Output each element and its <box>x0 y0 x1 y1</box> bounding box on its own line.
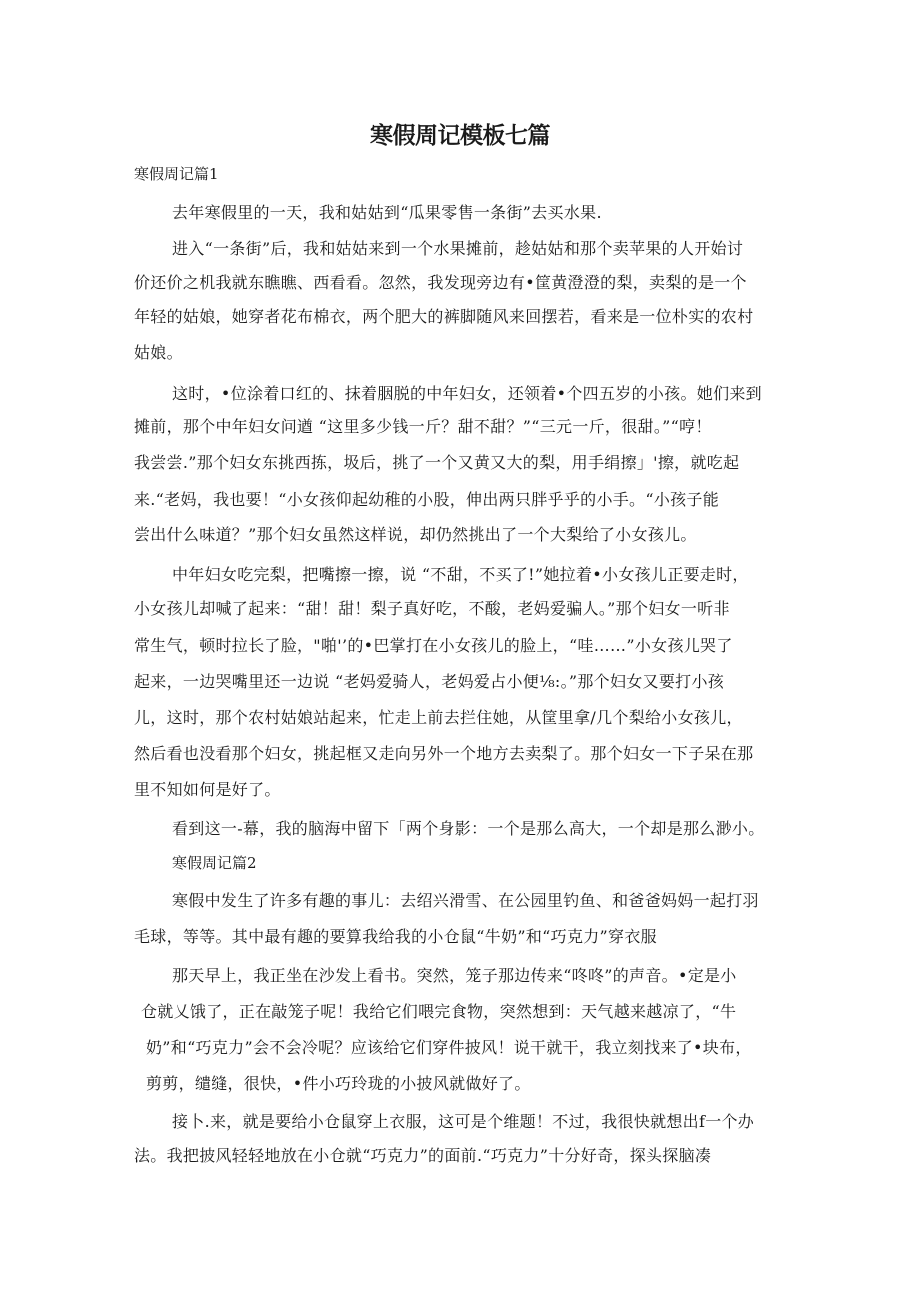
paragraph-line: 然后看也没看那个妇女，挑起框又走向另外一个地方去卖梨了。那个妇女一下子呆在那 <box>134 744 754 763</box>
paragraph-line: 里不知如何是好了。 <box>134 780 281 799</box>
paragraph-line: 来.“老妈，我也要！“小女孩仰起幼稚的小股，伸出两只胖乎乎的小手。“小孩子能 <box>134 490 720 509</box>
paragraph-line: 中年妇女吃完梨，把嘴擦一擦，说 “不甜，不买了!”她拉着•小女孩儿正要走时， <box>172 565 749 584</box>
section-heading-1: 寒假周记篇1 <box>134 165 219 183</box>
paragraph-line: 尝出什么味道？”那个妇女虽然这样说，却仍然挑出了一个大梨给了小女孩儿。 <box>134 525 697 544</box>
paragraph-line: 常生气，顿时拉长了脸，"啪'’的•巴掌打在小女孩儿的脸上，“哇……”小女孩儿哭了 <box>134 636 733 655</box>
paragraph-line: 去年寒假里的一天，我和姑姑到“瓜果零售一条街”去买水果. <box>172 203 602 222</box>
paragraph-line: 接卜.来，就是要给小仓鼠穿上衣服，这可是个维题！不过，我很快就想出f一个办 <box>172 1112 755 1131</box>
paragraph-line: 姑娘。 <box>134 343 183 362</box>
paragraph-line: 仓就乂饿了，正在敲笼子呢！我给它们喂完食物，突然想到：天气越来越凉了，“牛 <box>141 1002 737 1021</box>
paragraph-line: 毛球，等等。其中最有趣的要算我给我的小仓鼠“牛奶”和“巧克力”穿衣服 <box>134 927 657 946</box>
paragraph-line: 年轻的姑娘，她穿者花布棉衣，两个肥大的裤脚随风来回摆若，看来是一位朴实的农村 <box>134 307 754 326</box>
paragraph-line: 价还价之机我就东瞧瞧、西看看。忽然，我发现旁边有•筐黄澄澄的梨，卖梨的是一个 <box>134 273 747 292</box>
section-heading-2: 寒假周记篇2 <box>172 854 257 872</box>
paragraph-line: 小女孩儿却喊了起来：“甜！甜！梨子真好吃，不酸，老妈爱骗人。”那个妇女一听非 <box>134 599 730 618</box>
paragraph-line: 寒假中发生了许多有趣的事儿：去绍兴滑雪、在公园里钓鱼、和爸爸妈妈一起打羽 <box>172 891 759 910</box>
paragraph-line: 起来，一边哭嘴里还一边说 “老妈爱骑人，老妈爱占小便⅛:。”那个妇女又要打小孩 <box>134 672 725 691</box>
paragraph-line: 进入“一条街”后，我和姑姑来到一个水果摊前，趁姑姑和那个卖苹果的人开始讨 <box>172 239 744 258</box>
paragraph-line: 摊前，那个中年妇女问遒 “这里多少钱一斤？甜不甜？”“三元一斤，很甜。”“哼！ <box>134 417 712 436</box>
paragraph-line: 法。我把披风轻轻地放在小仓就“巧克力”的面前.“巧克力”十分好奇，探头探脑凑 <box>134 1146 712 1165</box>
paragraph-line: 剪剪，缱缝，很快，•件小巧玲珑的小披风就做好了。 <box>146 1074 531 1093</box>
document-title: 寒假周记模板七篇 <box>370 123 550 149</box>
paragraph-line: 奶”和“巧克力”会不会冷呢？应该给它们穿件披风！说干就干，我立刻找来了•块布， <box>146 1038 752 1057</box>
paragraph-line: 那天早上，我正坐在沙发上看书。突然，笼子那边传来“咚咚”的声音。•定是小 <box>172 966 737 985</box>
paragraph-line: 我尝尝.”那个妇女东挑西拣，圾后，挑了一个又黄又大的梨，用手绢擦」'擦，就吃起 <box>134 453 740 472</box>
paragraph-line: 儿，这时，那个农村姑娘站起来，忙走上前去拦住她，从筐里拿/几个梨给小女孩儿， <box>134 708 743 727</box>
paragraph-line: 这时，•位涂着口红的、抹着胭脱的中年妇女，还领着•个四五岁的小孩。她们来到 <box>172 384 762 403</box>
paragraph-line: 看到这一-幕，我的脑海中留下「两个身影：一个是那么高大，一个却是那么渺小。 <box>172 819 765 838</box>
